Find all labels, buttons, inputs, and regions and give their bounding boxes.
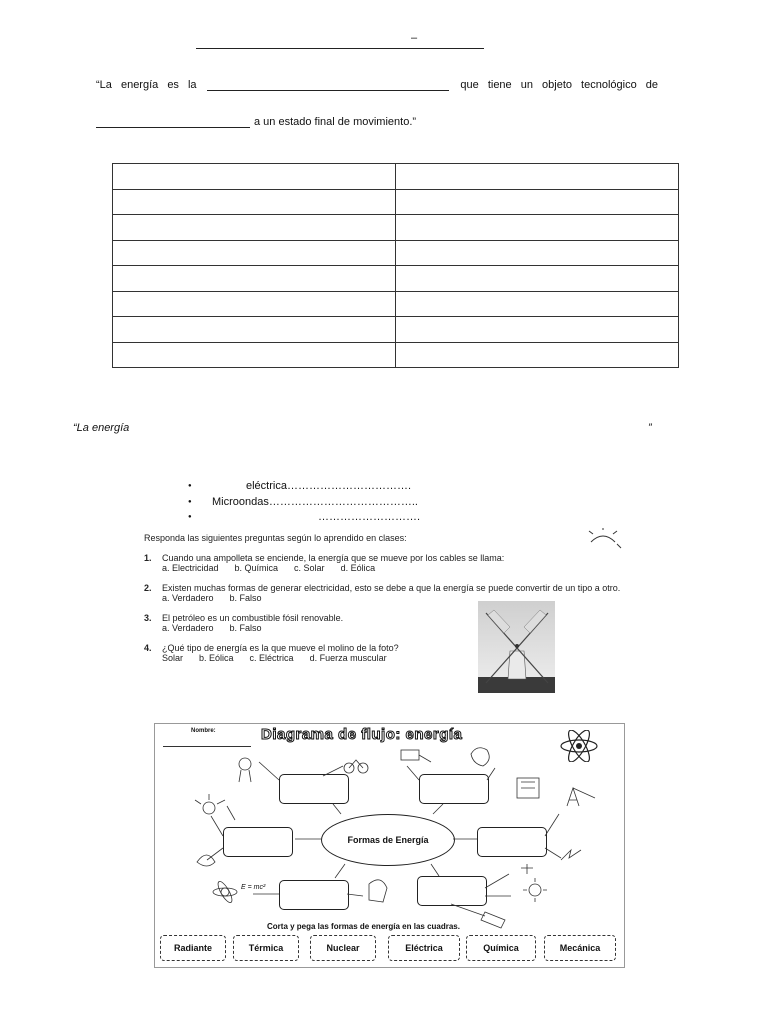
quiz-options: Solar b. Eólica c. Eléctrica d. Fuerza muscular (162, 653, 387, 663)
label-radiante[interactable]: Radiante (160, 935, 226, 961)
list-item: ● eléctrica……………………………. (188, 479, 420, 495)
name-label: Nombre: (191, 728, 216, 734)
table-cell[interactable] (113, 291, 396, 317)
table-cell[interactable] (113, 164, 396, 190)
list-item: ● Microondas………………………………….. (188, 495, 420, 511)
quiz-question-2: 2. Existen muchas formas de generar electricidad, esto se debe a que la energía se puede convertir de un tipo a otro. a. Verdadero b. Falso (144, 583, 624, 603)
definition-blank-1[interactable] (207, 77, 449, 91)
quiz-options: a. Verdadero b. Falso (162, 593, 262, 603)
table-row (113, 240, 679, 266)
table-cell[interactable] (396, 342, 679, 368)
table-cell[interactable] (113, 189, 396, 215)
quiz-question-3: 3. El petróleo es un combustible fósil renovable. a. Verdadero b. Falso (144, 613, 624, 633)
table-cell[interactable] (113, 215, 396, 241)
definition-line-1 (96, 77, 658, 91)
quiz-options: a. Verdadero b. Falso (162, 623, 262, 633)
appliance-list (188, 479, 420, 526)
table-row (113, 266, 679, 292)
table-cell[interactable] (113, 240, 396, 266)
definition-open: “La energía es la (96, 79, 197, 91)
table-row (113, 291, 679, 317)
table-cell[interactable] (396, 266, 679, 292)
definition-blank-2[interactable] (96, 114, 250, 128)
definition-end: a un estado final de movimiento.” (254, 116, 417, 128)
quiz-question-4: 4. ¿Qué tipo de energía es la que mueve el molino de la foto? Solar b. Eólica c. Eléctrica d. Fuerza muscular (144, 643, 624, 663)
quote2-open: “La energía (73, 422, 130, 434)
table-row (113, 342, 679, 368)
table-cell[interactable] (113, 317, 396, 343)
table-cell[interactable] (396, 291, 679, 317)
definition-line-2 (96, 114, 416, 128)
center-label: Formas de Energía (347, 835, 429, 845)
quiz-options: a. Electricidad b. Química c. Solar d. Eólica (162, 563, 376, 573)
label-nuclear[interactable]: Nuclear (310, 935, 376, 961)
table-row (113, 189, 679, 215)
table-row (113, 317, 679, 343)
table-row (113, 215, 679, 241)
table-row (113, 164, 679, 190)
quote2-close: ” (648, 422, 652, 434)
table-cell[interactable] (396, 189, 679, 215)
flow-instruction: Corta y pega las formas de energía en las cuadras. (267, 922, 460, 931)
header-line (196, 36, 484, 49)
table-cell[interactable] (396, 317, 679, 343)
answer-table (112, 163, 679, 368)
flow-title: Diagrama de flujo: energía (261, 726, 463, 743)
header-dash: – (411, 32, 418, 44)
table-cell[interactable] (113, 342, 396, 368)
quiz-question-1: 1. Cuando una ampolleta se enciende, la energía que se mueve por los cables se llama: a. Electricidad b. Química c. Solar d. Eólica (144, 553, 624, 573)
table-cell[interactable] (396, 215, 679, 241)
formula-text: E = mc² (241, 884, 266, 891)
table-cell[interactable] (396, 240, 679, 266)
table-cell[interactable] (113, 266, 396, 292)
label-quimica[interactable]: Química (466, 935, 536, 961)
label-electrica[interactable]: Eléctrica (388, 935, 460, 961)
quiz-intro: Responda las siguientes preguntas según lo aprendido en clases: (144, 533, 407, 543)
definition-middle: que tiene un objeto tecnológico de (460, 79, 658, 91)
windmill-photo (478, 601, 555, 693)
table-cell[interactable] (396, 164, 679, 190)
sun-icon (583, 528, 623, 552)
flow-diagram (154, 723, 625, 968)
label-mecanica[interactable]: Mecánica (544, 935, 616, 961)
list-item: ● ………………………. (188, 510, 420, 526)
label-termica[interactable]: Térmica (233, 935, 299, 961)
